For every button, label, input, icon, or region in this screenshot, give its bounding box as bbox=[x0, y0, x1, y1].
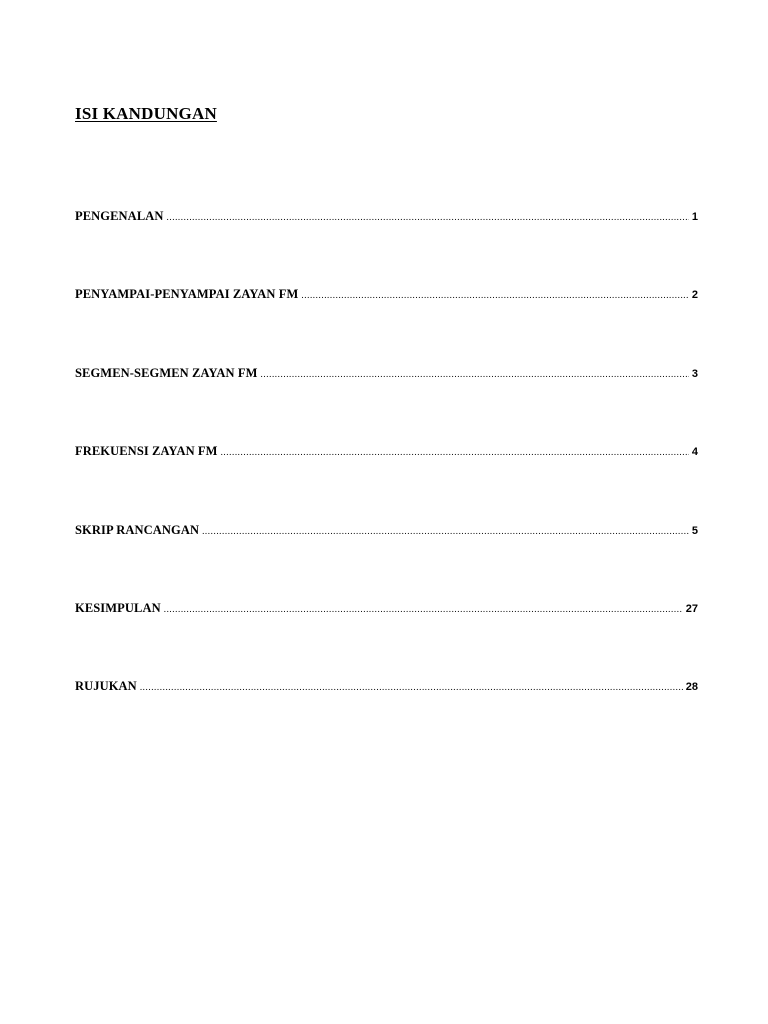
toc-dot-leader bbox=[221, 443, 689, 461]
toc-page-number: 2 bbox=[691, 289, 698, 301]
toc-entry-segmen[interactable] bbox=[75, 364, 698, 382]
toc-page-number: 27 bbox=[685, 603, 698, 615]
toc-entry-skrip-rancangan[interactable] bbox=[75, 521, 698, 539]
toc-page-number: 28 bbox=[685, 681, 698, 693]
toc-page-number: 1 bbox=[691, 211, 698, 223]
toc-entry-penyampai[interactable] bbox=[75, 285, 698, 303]
toc-entry-label: FREKUENSI ZAYAN FM bbox=[75, 444, 218, 458]
toc-page-number: 4 bbox=[691, 446, 698, 458]
toc-entry-rujukan[interactable] bbox=[75, 677, 698, 695]
toc-entry-pengenalan[interactable] bbox=[75, 207, 698, 225]
page-title: ISI KANDUNGAN bbox=[75, 104, 217, 123]
toc-entry-label: SKRIP RANCANGAN bbox=[75, 523, 200, 537]
toc-page-number: 3 bbox=[691, 368, 698, 380]
toc-entry-label: RUJUKAN bbox=[75, 679, 137, 693]
toc-dot-leader bbox=[202, 522, 689, 540]
toc-entry-kesimpulan[interactable] bbox=[75, 599, 698, 617]
toc-dot-leader bbox=[261, 365, 689, 383]
toc-dot-leader bbox=[167, 208, 689, 226]
toc-dot-leader bbox=[140, 678, 683, 696]
toc-entry-frekuensi[interactable] bbox=[75, 442, 698, 460]
toc-entry-label: KESIMPULAN bbox=[75, 601, 161, 615]
toc-page-number: 5 bbox=[691, 525, 698, 537]
toc-dot-leader bbox=[164, 600, 683, 618]
toc-entry-label: PENYAMPAI-PENYAMPAI ZAYAN FM bbox=[75, 287, 299, 301]
toc-entry-label: PENGENALAN bbox=[75, 209, 164, 223]
toc-entry-label: SEGMEN-SEGMEN ZAYAN FM bbox=[75, 366, 258, 380]
toc-dot-leader bbox=[301, 286, 688, 304]
